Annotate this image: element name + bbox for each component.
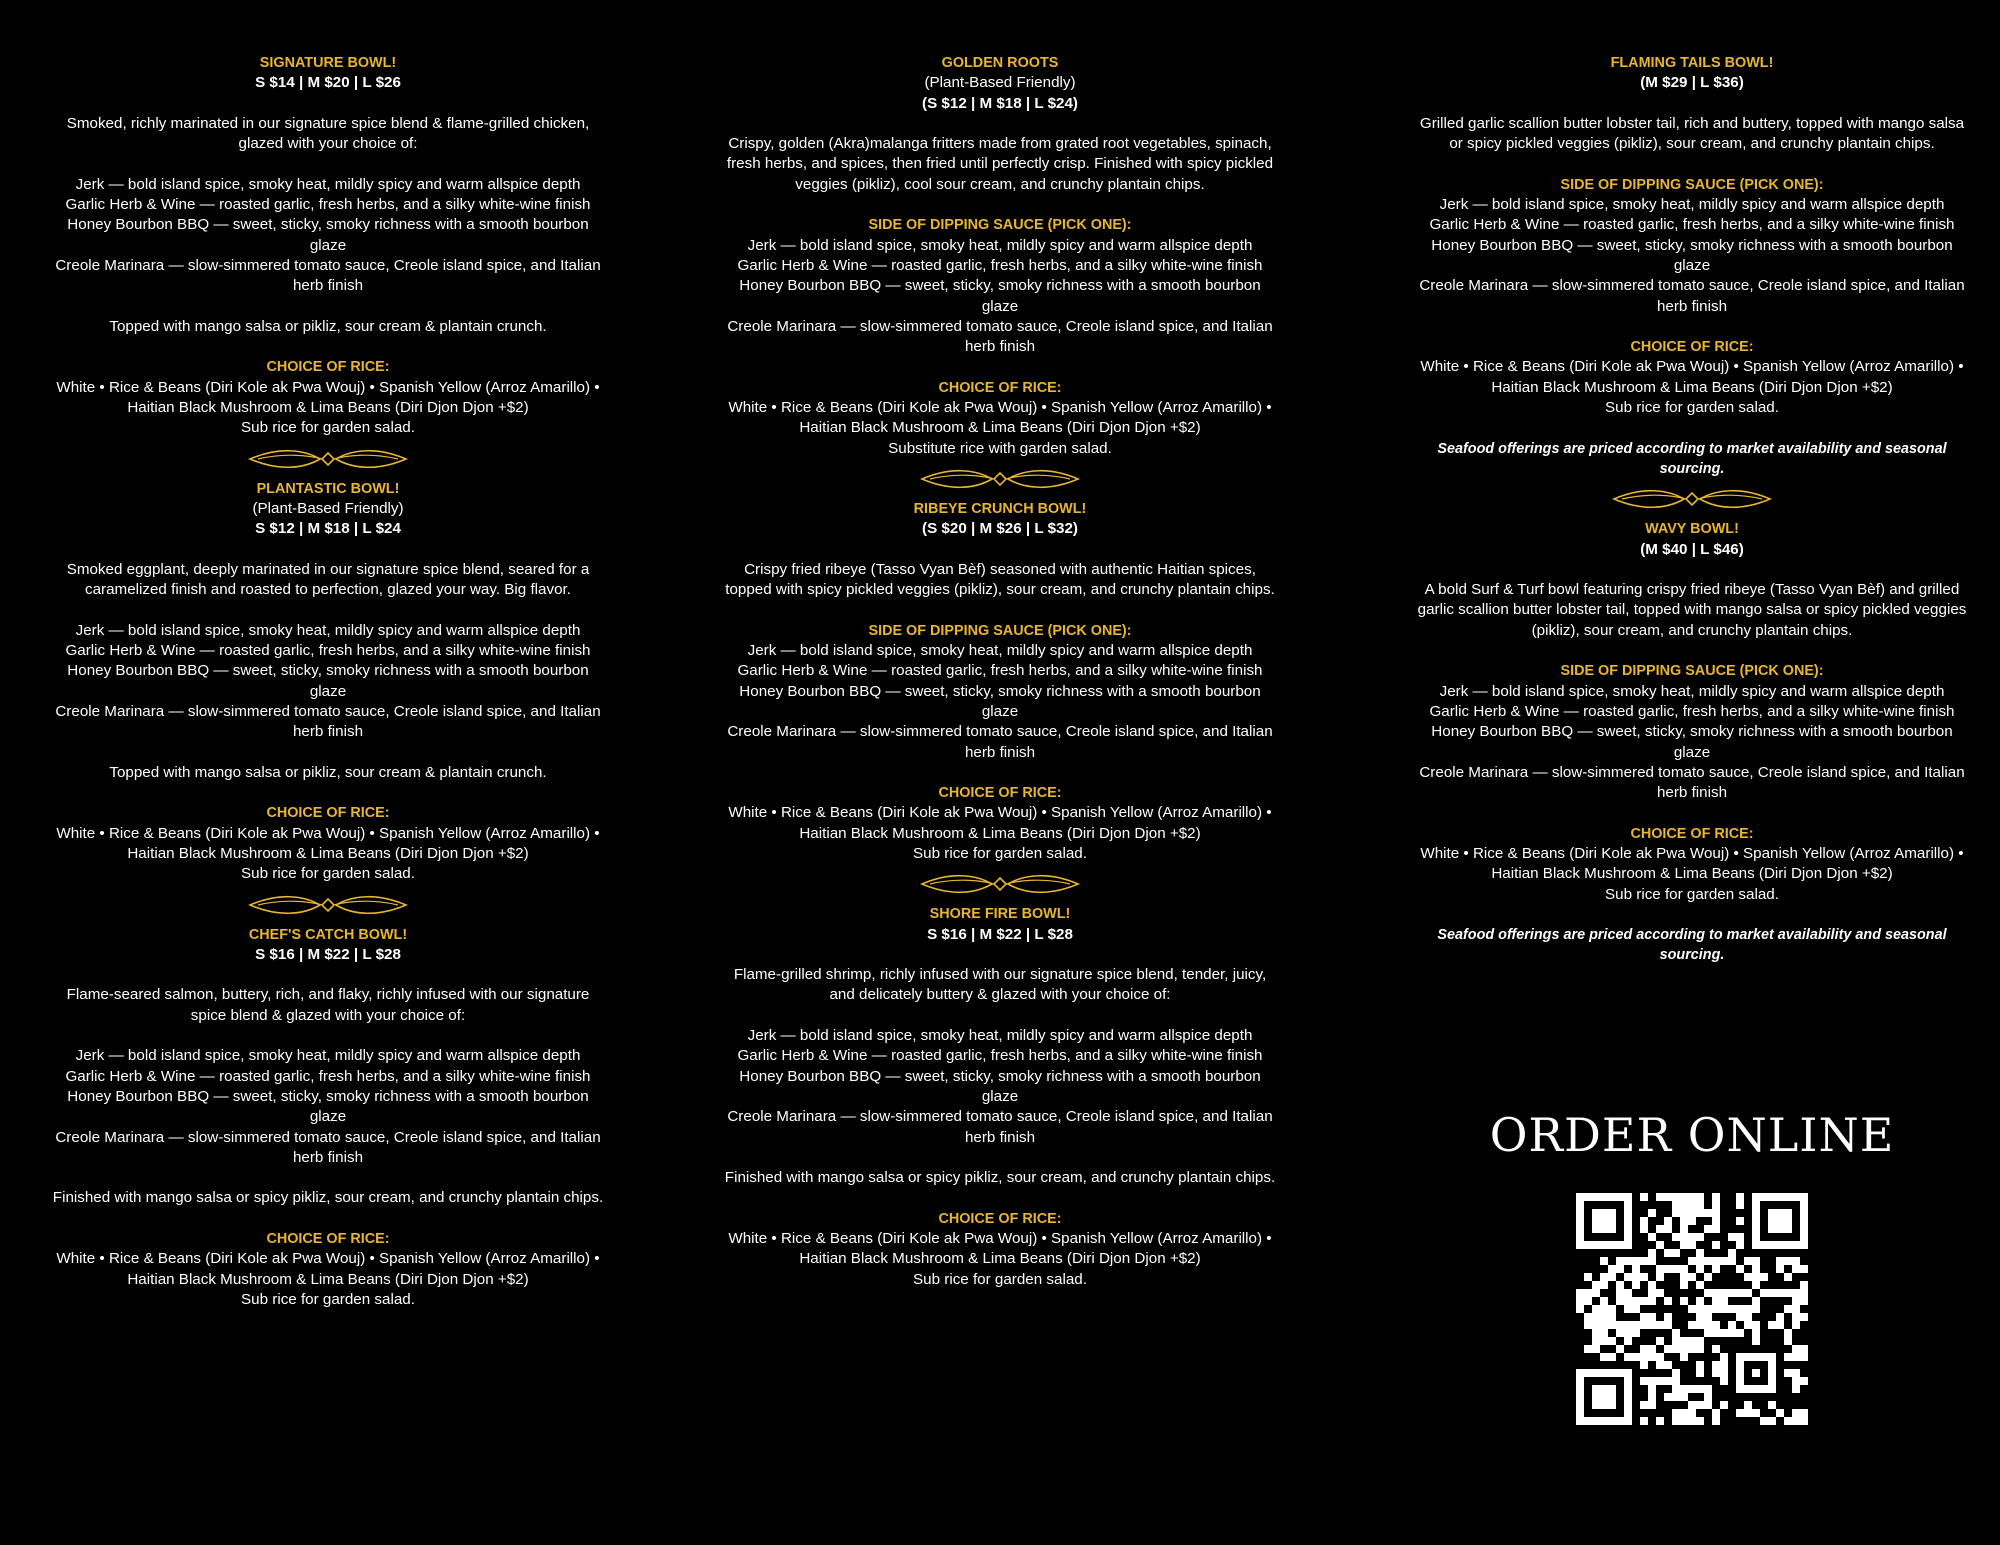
flaming-tails-bowl-price: (M $29 | L $36) [1640,74,1744,92]
sauce-garlic-herb: Garlic Herb & Wine — roasted garlic, fresh herbs, and a silky white-wine finish [737,662,1263,680]
shore-fire-bowl-title: SHORE FIRE BOWL! [929,906,1071,923]
rice-substitute: Sub rice for garden salad. [913,1270,1087,1288]
sauce-garlic-herb: Garlic Herb & Wine — roasted garlic, fresh herbs, and a silky white-wine finish [65,196,591,214]
rice-heading: CHOICE OF RICE: [938,785,1062,802]
plantastic-bowl-subtitle: (Plant-Based Friendly) [252,499,404,517]
rice-options: White • Rice & Beans (Diri Kole ak Pwa Wouj) • Spanish Yellow (Arroz Amarillo) • Haitian Black Mushroom & Lima Beans (Diri Djon Djon +$2) [728,804,1272,842]
rice-substitute: Substitute rice with garden salad. [888,439,1112,457]
rice-options: White • Rice & Beans (Diri Kole ak Pwa Wouj) • Spanish Yellow (Arroz Amarillo) • Haitian Black Mushroom & Lima Beans (Diri Djon Djon +$2) [728,1230,1272,1268]
golden-roots-price: (S $12 | M $18 | L $24) [922,94,1078,112]
rice-heading: CHOICE OF RICE: [938,1210,1062,1227]
sauce-honey-bourbon: Honey Bourbon BBQ — sweet, sticky, smoky richness with a smooth bourbon glaze [1431,236,1953,274]
sauce-honey-bourbon: Honey Bourbon BBQ — sweet, sticky, smoky richness with a smooth bourbon glaze [67,1087,589,1126]
shore-fire-bowl-section [720,904,1280,1290]
sauce-creole-marinara: Creole Marinara — slow-simmered tomato sauce, Creole island spice, and Italian herb finish [55,256,601,295]
dipping-sauce-heading: SIDE OF DIPPING SAUCE (PICK ONE): [868,622,1132,639]
golden-roots-description: Crispy, golden (Akra)malanga fritters made from grated root vegetables, spinach, fresh herbs, and spices, then fried until perfectly crisp. Finished with spicy pickled veggies (pikliz), cool sour cream, and crunchy plantain chips. [726,135,1274,193]
rice-substitute: Sub rice for garden salad. [241,419,415,437]
sauce-honey-bourbon: Honey Bourbon BBQ — sweet, sticky, smoky richness with a smooth bourbon glaze [67,216,589,254]
ribeye-crunch-bowl-price: (S $20 | M $26 | L $32) [922,520,1078,538]
rice-heading: CHOICE OF RICE: [266,359,390,376]
dipping-sauce-heading: SIDE OF DIPPING SAUCE (PICK ONE): [1560,176,1824,193]
signature-bowl-toppings: Topped with mango salsa or pikliz, sour cream & plantain crunch. [109,317,547,335]
rice-heading: CHOICE OF RICE: [938,379,1062,396]
rice-heading: CHOICE OF RICE: [266,1231,390,1248]
sauce-jerk: Jerk — bold island spice, smoky heat, mildly spicy and warm allspice depth [747,1027,1253,1045]
chefs-catch-bowl-section [48,925,608,1311]
sauce-honey-bourbon: Honey Bourbon BBQ — sweet, sticky, smoky richness with a smooth bourbon glaze [739,277,1261,315]
rice-options: White • Rice & Beans (Diri Kole ak Pwa Wouj) • Spanish Yellow (Arroz Amarillo) • Haitian Black Mushroom & Lima Beans (Diri Djon Djon +$2) [1420,844,1964,883]
sauce-jerk: Jerk — bold island spice, smoky heat, mildly spicy and warm allspice depth [747,236,1253,254]
sauce-garlic-herb: Garlic Herb & Wine — roasted garlic, fresh herbs, and a silky white-wine finish [1429,216,1955,234]
signature-bowl-price: S $14 | M $20 | L $26 [255,74,401,92]
sauce-creole-marinara: Creole Marinara — slow-simmered tomato sauce, Creole island spice, and Italian herb finish [55,1128,601,1166]
order-online-section [1412,1105,1972,1425]
wavy-bowl-description: A bold Surf & Turf bowl featuring crispy fried ribeye (Tasso Vyan Bèf) and grilled garlic scallion butter lobster tail, topped with mango salsa or spicy pickled veggies (pikliz), sour cream, and crunchy plantain chips. [1417,581,1967,639]
sauce-jerk: Jerk — bold island spice, smoky heat, mildly spicy and warm allspice depth [75,1047,581,1065]
plantastic-bowl-price: S $12 | M $18 | L $24 [255,520,401,538]
flaming-tails-bowl-title: FLAMING TAILS BOWL! [1610,55,1774,71]
sauce-honey-bourbon: Honey Bourbon BBQ — sweet, sticky, smoky richness with a smooth bourbon glaze [1431,723,1953,761]
sauce-creole-marinara: Creole Marinara — slow-simmered tomato sauce, Creole island spice, and Italian herb finish [727,1108,1273,1146]
rice-heading: CHOICE OF RICE: [1630,339,1754,356]
qr-code-icon[interactable] [1576,1193,1808,1425]
sauce-creole-marinara: Creole Marinara — slow-simmered tomato sauce, Creole island spice, and Italian herb finish [1419,763,1965,802]
ribeye-crunch-bowl-title: RIBEYE CRUNCH BOWL! [913,500,1087,517]
sauce-creole-marinara: Creole Marinara — slow-simmered tomato sauce, Creole island spice, and Italian herb finish [727,317,1273,356]
gold-flourish-divider-icon [248,443,408,475]
shore-fire-bowl-finish: Finished with mango salsa or spicy pikliz, sour cream, and crunchy plantain chips. [724,1169,1276,1187]
golden-roots-title: GOLDEN ROOTS [941,55,1059,71]
wavy-bowl-section [1412,519,1972,966]
ribeye-crunch-bowl-description: Crispy fried ribeye (Tasso Vyan Bèf) seasoned with authentic Haitian spices, topped with spicy pickled veggies (pikliz), sour cream, and crunchy plantain chips. [725,560,1275,599]
rice-substitute: Sub rice for garden salad. [913,844,1087,862]
sauce-garlic-herb: Garlic Herb & Wine — roasted garlic, fresh herbs, and a silky white-wine finish [1429,702,1955,720]
sauce-jerk: Jerk — bold island spice, smoky heat, mildly spicy and warm allspice depth [1439,682,1945,700]
sauce-garlic-herb: Garlic Herb & Wine — roasted garlic, fresh herbs, and a silky white-wine finish [65,642,591,660]
sauce-garlic-herb: Garlic Herb & Wine — roasted garlic, fresh herbs, and a silky white-wine finish [65,1067,591,1085]
order-online-title: ORDER ONLINE [1489,1108,1895,1162]
signature-bowl-description: Smoked, richly marinated in our signature spice blend & flame-grilled chicken, glazed with your choice of: [66,114,590,153]
rice-options: White • Rice & Beans (Diri Kole ak Pwa Wouj) • Spanish Yellow (Arroz Amarillo) • Haitian Black Mushroom & Lima Beans (Diri Djon Djon +$2) [1420,358,1964,396]
rice-substitute: Sub rice for garden salad. [1605,399,1779,417]
rice-substitute: Sub rice for garden salad. [241,1290,415,1308]
sauce-honey-bourbon: Honey Bourbon BBQ — sweet, sticky, smoky richness with a smooth bourbon glaze [739,682,1261,720]
plantastic-bowl-description: Smoked eggplant, deeply marinated in our signature spice blend, seared for a caramelized finish and roasted to perfection, glazed your way. Big flavor. [66,560,590,599]
menu-column-2 [720,53,1280,1290]
ribeye-crunch-bowl-section [720,499,1280,864]
sauce-garlic-herb: Garlic Herb & Wine — roasted garlic, fresh herbs, and a silky white-wine finish [737,256,1263,274]
shore-fire-bowl-price: S $16 | M $22 | L $28 [927,925,1073,943]
sauce-jerk: Jerk — bold island spice, smoky heat, mildly spicy and warm allspice depth [747,642,1253,660]
plantastic-bowl-section [48,479,608,885]
chefs-catch-bowl-price: S $16 | M $22 | L $28 [255,945,401,963]
sauce-creole-marinara: Creole Marinara — slow-simmered tomato sauce, Creole island spice, and Italian herb finish [727,723,1273,761]
gold-flourish-divider-icon [1612,483,1772,515]
signature-bowl-section [48,53,608,439]
rice-options: White • Rice & Beans (Diri Kole ak Pwa Wouj) • Spanish Yellow (Arroz Amarillo) • Haitian Black Mushroom & Lima Beans (Diri Djon Djon +$2) [56,378,600,417]
dipping-sauce-heading: SIDE OF DIPPING SAUCE (PICK ONE): [1560,663,1824,680]
gold-flourish-divider-icon [248,889,408,921]
gold-flourish-divider-icon [920,868,1080,900]
gold-flourish-divider-icon [920,463,1080,495]
sauce-honey-bourbon: Honey Bourbon BBQ — sweet, sticky, smoky richness with a smooth bourbon glaze [739,1067,1261,1105]
sauce-jerk: Jerk — bold island spice, smoky heat, mildly spicy and warm allspice depth [75,621,581,639]
chefs-catch-bowl-finish: Finished with mango salsa or spicy pikliz, sour cream, and crunchy plantain chips. [52,1189,604,1207]
wavy-bowl-price: (M $40 | L $46) [1640,540,1744,558]
rice-heading: CHOICE OF RICE: [266,805,390,822]
chefs-catch-bowl-description: Flame-seared salmon, buttery, rich, and flaky, richly infused with our signature spice blend & glazed with your choice of: [66,986,590,1024]
sauce-creole-marinara: Creole Marinara — slow-simmered tomato sauce, Creole island spice, and Italian herb finish [1419,277,1965,315]
rice-substitute: Sub rice for garden salad. [1605,885,1779,903]
rice-options: White • Rice & Beans (Diri Kole ak Pwa Wouj) • Spanish Yellow (Arroz Amarillo) • Haitian Black Mushroom & Lima Beans (Diri Djon Djon +$2) [728,399,1272,437]
rice-substitute: Sub rice for garden salad. [241,865,415,883]
dipping-sauce-heading: SIDE OF DIPPING SAUCE (PICK ONE): [868,217,1132,234]
seafood-pricing-note: Seafood offerings are priced according to market availability and seasonal sourcing. [1437,440,1947,477]
rice-heading: CHOICE OF RICE: [1630,825,1754,842]
shore-fire-bowl-description: Flame-grilled shrimp, richly infused with our signature spice blend, tender, juicy, and delicately buttery & glazed with your choice of: [733,966,1267,1004]
flaming-tails-bowl-section [1412,53,1972,479]
sauce-garlic-herb: Garlic Herb & Wine — roasted garlic, fresh herbs, and a silky white-wine finish [737,1047,1263,1065]
plantastic-bowl-title: PLANTASTIC BOWL! [256,480,400,497]
rice-options: White • Rice & Beans (Diri Kole ak Pwa Wouj) • Spanish Yellow (Arroz Amarillo) • Haitian Black Mushroom & Lima Beans (Diri Djon Djon +$2) [56,1250,600,1288]
seafood-pricing-note: Seafood offerings are priced according to market availability and seasonal sourcing. [1437,927,1947,964]
wavy-bowl-title: WAVY BOWL! [1645,521,1739,538]
rice-options: White • Rice & Beans (Diri Kole ak Pwa Wouj) • Spanish Yellow (Arroz Amarillo) • Haitian Black Mushroom & Lima Beans (Diri Djon Djon +$2) [56,824,600,862]
menu-column-3 [1412,53,1972,966]
sauce-creole-marinara: Creole Marinara — slow-simmered tomato sauce, Creole island spice, and Italian herb finish [55,702,601,741]
golden-roots-subtitle: (Plant-Based Friendly) [924,74,1076,92]
sauce-jerk: Jerk — bold island spice, smoky heat, mildly spicy and warm allspice depth [1439,196,1945,214]
sauce-jerk: Jerk — bold island spice, smoky heat, mildly spicy and warm allspice depth [75,175,581,193]
menu-column-1 [48,53,608,1310]
flaming-tails-bowl-description: Grilled garlic scallion butter lobster tail, rich and buttery, topped with mango salsa or spicy pickled veggies (pikliz), sour cream, and crunchy plantain chips. [1419,114,1965,153]
plantastic-bowl-toppings: Topped with mango salsa or pikliz, sour cream & plantain crunch. [109,763,547,781]
sauce-honey-bourbon: Honey Bourbon BBQ — sweet, sticky, smoky richness with a smooth bourbon glaze [67,662,589,700]
signature-bowl-title: SIGNATURE BOWL! [259,55,397,71]
golden-roots-section [720,53,1280,459]
chefs-catch-bowl-title: CHEF'S CATCH BOWL! [248,926,408,943]
